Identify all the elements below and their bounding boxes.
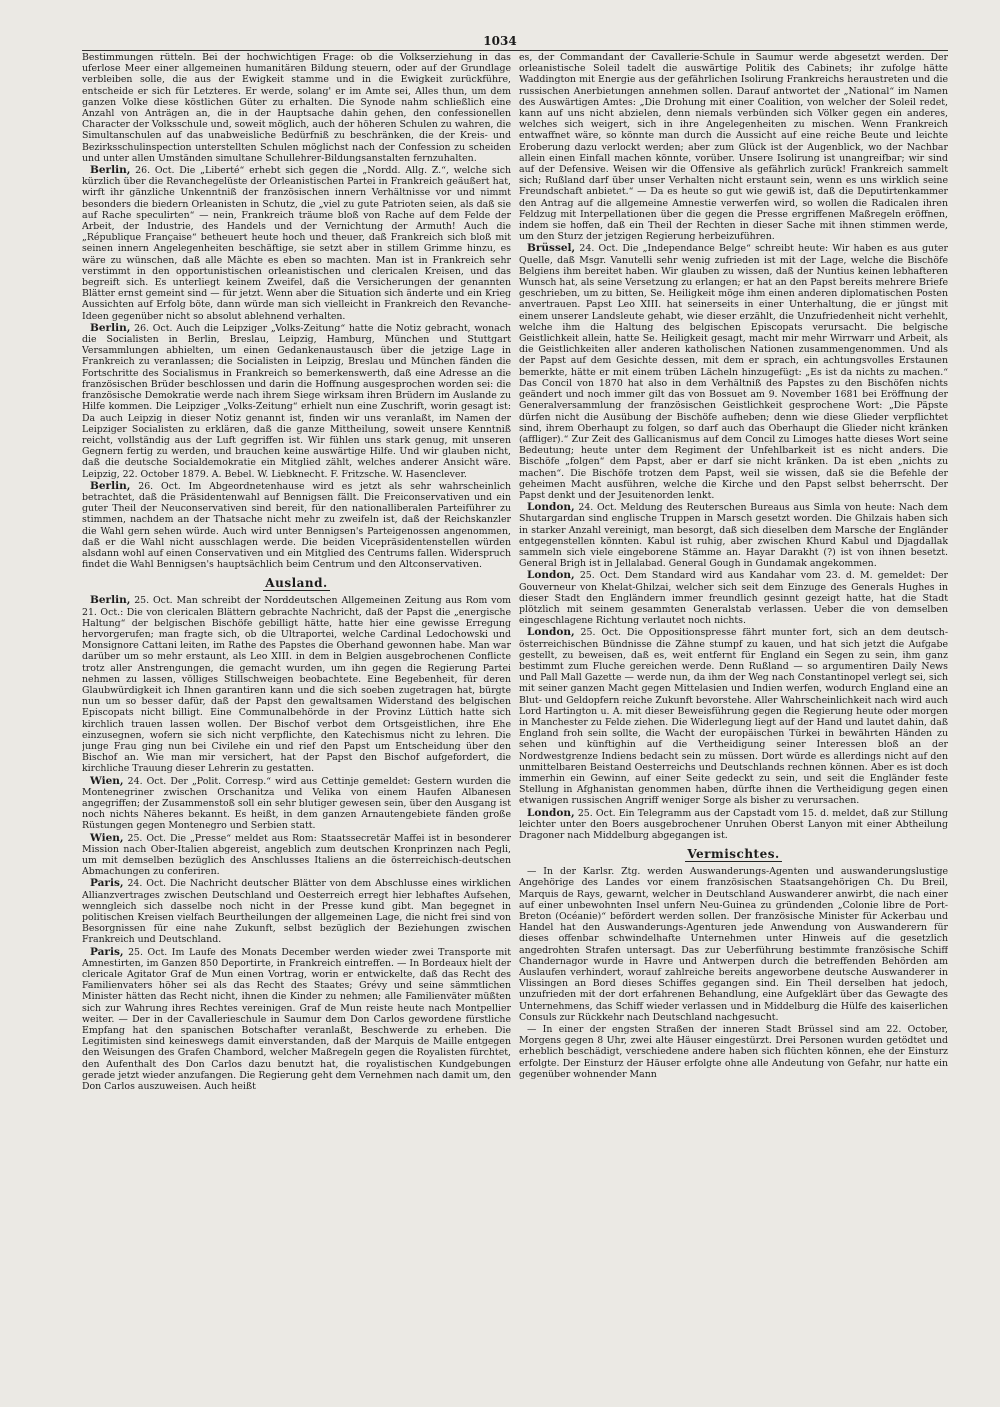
article-text: 26. Oct. Die „Liberté“ erhebt sich gegen die „Nordd. Allg. Z.“, welche sich kürzlich über die Revanchegelüste der Orleanistischen Partei in Frankreich geäußert hat, wirft ihr gänzliche Unkenntniß der französischen innern Verhältnisse vor und nimmt besonders die biedern Orleanisten in Schutz, die „viel zu gute Patrioten seien, als daß sie auf Rache speculirten“ — nein, Frankreich träume bloß von Rache auf dem Felde der Arbeit, der Industrie, des Handels und der Vernichtung der Armuth! Auch die „République Française“ betheuert heute hoch und theuer, daß Frankreich sich bloß mit seinen innern Angelegenheiten beschäftige, sie setzt aber in stillem Grimme hinzu, es wäre zu wünschen, daß alle Mächte es eben so machten. Man ist in Frankreich sehr verstimmt in den opportunistischen orleanistischen und clericalen Kreisen, und das begreift sich. Es unterliegt keinem Zweifel, daß die Versicherungen der genannten Blätter ernst gemeint sind — für jetzt. Wenn aber die Situation sich änderte und ein Krieg Aussichten auf Erfolg böte, dann würde man sich vielleicht in Frankreich den Revanche-Ideen gegenüber nicht so absolut ablehnend verhalten. xyxy=(82,165,511,322)
right-column xyxy=(519,52,948,1367)
section-heading-ausland: Ausland. xyxy=(265,576,328,591)
dateline: Paris, xyxy=(90,945,124,958)
article-paragraph xyxy=(82,776,511,832)
dateline: Berlin, xyxy=(90,479,131,492)
article-paragraph xyxy=(82,595,511,774)
article-text: 24. Oct. Die „Independance Belge“ schreibt heute: Wir haben es aus guter Quelle, daß Msgr. Vanutelli sehr wenig zufrieden ist mit der Lage, welche die Bischöfe Belgiens ihm bereitet haben. Wir glauben zu wissen, daß der Nuntius keinen lebhafteren Wunsch hat, als seine Versetzung zu erlangen; er hat an den Papst bereits mehrere Briefe geschrieben, um zu bitten, Se. Heiligkeit möge ihm einen anderen diplomatischen Posten anvertrauen. Papst Leo XIII. hat seinerseits in einer Unterhaltung, die er jüngst mit einem unserer Landsleute gehabt, wie dieser erzählt, die Unzufriedenheit nicht verhehlt, welche ihm die Haltung des belgischen Episcopats verursacht. Die belgische Geistlichkeit allein, hatte Se. Heiligkeit gesagt, macht mir mehr Wirrwarr und Arbeit, als die Geistlichkeiten aller anderen katholischen Nationen zusammengenommen. Und als der Papst auf dem Gesichte dessen, mit dem er sprach, ein achtungsvolles Erstaunen bemerkte, hätte er mit einem trüben Lächeln hinzugefügt: „Es ist da nichts zu machen.“ Das Concil von 1870 hat also in dem Verhältniß des Papstes zu den Bischöfen nichts geändert und noch immer gilt das von Bossuet am 9. November 1681 bei Eröffnung der Generalversammlung der französischen Geistlichkeit gesprochene Wort: „Die Päpste dürfen nicht die Ausübung der Bischöfe aufheben; denn wie diese Glieder verpflichtet sind, ihrem Oberhaupt zu folgen, so darf auch das Oberhaupt die Glieder nicht kränken (affliger).“ Zur Zeit des Gallicanismus auf dem Concil zu Limoges hatte dieses Wort seine Bedeutung; heute unter dem Regiment der Unfehlbarkeit ist es nicht anders. Die Bischöfe „folgen“ dem Papst, aber er darf sie nicht kränken. Da ist eben „nichts zu machen“. Die Bischöfe trotzen dem Papst, weil sie wissen, daß sie die Befehle der geheimen Macht ausführen, welche die Kirche und den Papst selbst beherrscht. Der Papst denkt und der Jesuitenorden lenkt. xyxy=(519,243,948,501)
article-paragraph xyxy=(82,833,511,878)
article-text: 26. Oct. Auch die Leipziger „Volks-Zeitung“ hatte die Notiz gebracht, wonach die Socialisten in Berlin, Breslau, Leipzig, Hamburg, München und Stuttgart Versammlungen abhielten, um einen Gedankenaustausch über die jetzige Lage in Frankreich zu veranlassen; die Socialisten in Leipzig, Breslau und München fänden die Fortschritte des Socialismus in Frankreich so bemerkenswerth, daß eine Adresse an die französischen Brüder beschlossen und darin die Hoffnung ausgesprochen worden sei: die französische Demokratie werde nach ihrem Siege wirksam ihren Brüdern im Auslande zu Hilfe kommen. Die Leipziger „Volks-Zeitung“ erhielt nun eine Zuschrift, worin gesagt ist: Da auch Leipzig in dieser Notiz genannt ist, finden wir uns veranlaßt, im Namen der Leipziger Socialisten zu erklären, daß die ganze Mittheilung, soweit unsere Kenntniß reicht, vollständig aus der Luft gegriffen ist. Wir fühlen uns stark genug, mit unseren Gegnern fertig zu werden, und brauchen keine auswärtige Hilfe. Und wir glauben nicht, daß die deutsche Socialdemokratie ein Mitglied zählt, welches anderer Ansicht wäre. Leipzig, 22. October 1879. A. Bebel. W. Liebknecht. F. Fritzsche. W. Hasenclever. xyxy=(82,322,511,480)
dateline: London, xyxy=(527,806,575,819)
article-paragraph xyxy=(82,165,511,322)
article-text: 26. Oct. Im Abgeordnetenhause wird es jetzt als sehr wahrscheinlich betrachtet, daß die Präsidentenwahl auf Bennigsen fällt. Die Freiconservativen und ein guter Theil der Neuconservativen sind bereit, für den nationalliberalen Parteiführer zu stimmen, nachdem an der Thatsache nicht mehr zu zweifeln ist, daß der Reichskanzler die Wahl gern sehen würde. Auch wird unter Bennigsen's Parteigenossen angenommen, daß er die Wahl nicht ausschlagen werde. Die beiden Vicepräsidentenstellen würden alsdann wohl auf einen Conservativen und ein Mitglied des Centrums fallen. Widerspruch findet die Wahl Bennigsen's hauptsächlich beim Centrum und den Altconservativen. xyxy=(82,480,511,571)
article-text: 24. Oct. Meldung des Reuterschen Bureaus aus Simla von heute: Nach dem Shutargardan sind englische Truppen in Marsch gesetzt worden. Die Ghilzais haben sich in starker Anzahl vereinigt, man besorgt, daß sich dieselben dem Marsche der Engländer entgegenstellen könnten. Kabul ist ruhig, aber zwischen Khurd Kabul und Djagdallak sammeln sich viele eingeborene Stämme an. Hayar Darakht (?) ist von ihnen besetzt. General Brigh ist in Jellalabad. General Gough in Gundamak angekommen. xyxy=(519,502,948,570)
article-paragraph xyxy=(82,323,511,480)
article-paragraph xyxy=(519,808,948,842)
article-text: 25. Oct. Ein Telegramm aus der Capstadt vom 15. d. meldet, daß zur Stillung leichter unter den Boers ausgebrochener Unruhen Oberst Lanyon mit einer Abtheilung Dragoner nach Middelburg abgegangen ist. xyxy=(519,807,948,842)
article-paragraph xyxy=(82,481,511,571)
dateline: Wien, xyxy=(90,774,124,787)
dateline: Brüssel, xyxy=(527,242,576,255)
article-paragraph xyxy=(519,502,948,569)
page-number: 1034 xyxy=(483,34,517,48)
dateline: London, xyxy=(527,569,575,582)
section-heading-vermischtes: Vermischtes. xyxy=(687,847,780,862)
dateline: Berlin, xyxy=(90,321,131,334)
article-text: 25. Oct. Man schreibt der Norddeutschen Allgemeinen Zeitung aus Rom vom 21. Oct.: Die von clericalen Blättern gebrachte Nachricht, daß der Papst die „energische Haltung“ der belgischen Bischöfe gebilligt hätte, hatte hier eine gewisse Erregung hervorgerufen; man fragte sich, ob die Ultraportei, welche Cardinal Ledochowski und Monsignore Cattani leiten, im Rathe des Papstes die Oberhand gewonnen habe. Man war darüber um so mehr erstaunt, als Leo XIII. in dem in Belgien ausgebrochenen Conflicte trotz aller Anstrengungen, die gemacht wurden, um ihn gegen die Regierung Partei nehmen zu lassen, völliges Stillschweigen beobachtete. Eine Begebenheit, für deren Glaubwürdigkeit ich Ihnen garantiren kann und die sich soeben zugetragen hat, bürgte nun um so besser dafür, daß der Papst den gewaltsamen Widerstand des belgischen Episcopats nicht billigt. Eine Communalbehörde in der Provinz Lüttich hatte sich kirchlich trauen lassen wollen. Der Bischof verbot dem Ortsgeistlichen, ihre Ehe einzusegnen, wofern sie sich nicht verpflichte, den Katechismus nicht zu lehren. Die junge Frau ging nun bei Civilehe ein und rief den Papst um Entscheidung über den Bischof an. Wie man mir versichert, hat der Papst den Bischof aufgefordert, die kirchliche Trauung dieser Lehrerin zu gestatten. xyxy=(82,595,511,775)
article-text: 25. Oct. Die Oppositionspresse fährt munter fort, sich an dem deutsch-österreichischen Bündnisse die Zähne stumpf zu kauen, und hat sich jetzt die Aufgabe gestellt, zu beweisen, daß es, weit entfernt für England ein Segen zu sein, ihm ganz bestimmt zum Fluche gereichen werde. Denn Rußland — so argumentiren Daily News und Pall Mall Gazette — werde nun, da ihm der Weg nach Constantinopel verlegt sei, sich mit seiner ganzen Macht gegen Mittelasien und Indien werfen, wodurch England eine an Blut- und Geldopfern reiche Zukunft bevorstehe. Aller Wahrscheinlichkeit nach wird auch Lord Hartington u. A. mit dieser Beweisführung gegen die Regierung heute oder morgen in Manchester zu Felde ziehen. Die Widerlegung liegt auf der Hand und lautet dahin, daß England froh sein sollte, die Wacht der europäischen Türkei in bewährten Händen zu sehen und künftighin auf die Vertheidigung seiner Interessen bloß an der Nordwestgrenze Indiens bedacht sein zu müssen. Dort würde es allerdings nicht auf den unmittelbaren Beistand Oesterreichs und Deutschlands rechnen können. Aber es ist doch immerhin ein Gewinn, auf einer Seite gedeckt zu sein, und seit die Engländer feste Stellung in Afghanistan genommen haben, dürfte ihnen die Vertheidigung gegen einen etwanigen russischen Angriff weniger Sorge als bisher zu verursachen. xyxy=(519,627,948,807)
dateline: Berlin, xyxy=(90,164,131,177)
dateline: London, xyxy=(527,626,575,639)
article-text: 24. Oct. Die Nachricht deutscher Blätter von dem Abschlusse eines wirklichen Allianzvertrages zwischen Deutschland und Oesterreich erregt hier lebhaftes Aufsehen, wenngleich sich dasselbe noch nicht in der Presse kund gibt. Man begegnet in politischen Kreisen vielfach Beurtheilungen der allgemeinen Lage, die nicht frei sind von Besorgnissen für eine nahe Zukunft, selbst bezüglich der Beziehungen zwischen Frankreich und Deutschland. xyxy=(82,878,511,946)
article-paragraph xyxy=(519,243,948,501)
article-text: 25. Oct. Dem Standard wird aus Kandahar vom 23. d. M. gemeldet: Der Gouverneur von Khelat-Ghilzai, welcher sich seit dem Einzuge des Generals Hughes in dieser Stadt den Engländern immer freundlich gesinnt gezeigt hatte, hat die Stadt plötzlich mit seinem gesammten Generalstab verlassen. Ueber die von demselben eingeschlagene Richtung verlautet noch nichts. xyxy=(519,570,948,627)
article-paragraph: — In einer der engsten Straßen der inneren Stadt Brüssel sind am 22. October, Morgens gegen 8 Uhr, zwei alte Häuser eingestürzt. Drei Personen wurden getödtet und erheblich beschädigt, verschiedene andere haben sich flüchten können, ehe der Einsturz erfolgte. Der Einsturz der Häuser erfolgte ohne alle Andeutung von Gefahr, nur hatte ein gegenüber wohnender Mann xyxy=(519,1024,948,1080)
dateline: Paris, xyxy=(90,877,124,890)
dateline: Berlin, xyxy=(90,594,131,607)
article-text: 24. Oct. Der „Polit. Corresp.“ wird aus Cettinje gemeldet: Gestern wurden die Montenegriner zwischen Orschanitza und Velika von einem Haufen Albanesen angegriffen; der Zusammenstoß soll ein sehr blutiger gewesen sein, über den Ausgang ist noch nichts Näheres bekannt. Es heißt, in dem ganzen Arnautengebiete fänden große Rüstungen gegen Montenegro und Serbien statt. xyxy=(82,775,511,832)
article-paragraph xyxy=(82,947,511,1093)
article-paragraph xyxy=(519,627,948,806)
article-paragraph: Bestimmungen rütteln. Bei der hochwichtigen Frage: ob die Volkserziehung in das uferlose Meer einer allgemeinen humanitären Bildung steuern, oder auf der Grundlage verbleiben solle, die aus der Ewigkeit stamme und in die Ewigkeit zurückführe, entscheide er sich für Letzteres. Er werde, solang' er im Amte sei, Alles thun, um dem ganzen Volke diese köstlichen Güter zu erhalten. Die Synode nahm schließlich eine Anzahl von Anträgen an, die in der Hauptsache dahin gehen, den confessionellen Character der Volksschule und, soweit möglich, auch der höheren Schulen zu wahren, die Simultanschulen auf das unabweisliche Bedürfniß zu beschränken, die der Kreis- und Bezirksschulinspection unterstellten Schulen möglichst nach der Confession zu scheiden und unter allen Umständen simultane Schullehrer-Bildungsanstalten fernzuhalten. xyxy=(82,52,511,164)
article-text: 25. Oct. Im Laufe des Monats December werden wieder zwei Transporte mit Amnestirten, im Ganzen 850 Deportirte, in Frankreich eintreffen. — In Bordeaux hielt der clericale Agitator Graf de Mun einen Vortrag, worin er entwickelte, daß das Recht des Familienvaters höher sei als das Recht des Staates; Grévy und seine sämmtlichen Minister hätten das Recht nicht, ihnen die Kinder zu nehmen; alle Familienväter müßten sich zur Wahrung ihres Rechtes vereinigen. Graf de Mun reiste heute nach Montpellier weiter. — Der in der Cavallerieschule in Saumur dem Don Carlos gewordene fürstliche Empfang hat den spanischen Botschafter veranlaßt, Beschwerde zu erheben. Die Legitimisten sind keineswegs damit einverstanden, daß der Marquis de Maille entgegen den Weisungen des Grafen Chambord, welcher Maßregeln gegen die Royalisten fürchtet, den Aufenthalt des Don Carlos dazu benutzt hat, die royalistischen Kundgebungen gerade jetzt wieder anzufangen. Die Regierung geht dem Vernehmen nach damit um, den Don Carlos auszuweisen. Auch heißt xyxy=(82,946,511,1093)
article-paragraph: es, der Commandant der Cavallerie-Schule in Saumur werde abgesetzt werden. Der orleanistische Soleil tadelt die auswärtige Politik des Cabinets; ihr zufolge hätte Waddington mit Energie aus der gefährlichen Isolirung Frankreichs heraustreten und die russischen Anerbietungen annehmen sollen. Darauf antwortet der „National“ im Namen des Auswärtigen Amtes: „Die Drohung mit einer Coalition, von welcher der Soleil redet, kann auf uns nicht abzielen, denn niemals verbünden sich Völker gegen ein anderes, welches sich weigert, sich in ihre Angelegenheiten zu mischen. Wenn Frankreich entwaffnet wäre, so könnte man durch die Aussicht auf eine reiche Beute und leichte Eroberung dazu verlockt werden; aber zum Glück ist der Augenblick, wo der Nachbar allein einen Einfall machen könnte, vorüber. Unsere Isolirung ist unangreifbar; wir sind auf der Defensive. Weisen wir die Offensive als gefährlich zurück! Frankreich sammelt sich; Rußland darf über unser Verhalten nicht erstaunt sein, wenn es uns wirklich seine Freundschaft anbietet.“ — Da es heute so gut wie gewiß ist, daß die Deputirtenkammer den Antrag auf die allgemeine Amnestie verwerfen wird, so wollen die Radicalen ihren Feldzug mit Interpellationen über die gegen die Presse ergriffenen Maßregeln eröffnen, indem sie hoffen, daß ein Theil der Rechten in dieser Sache mit ihnen stimmen werde, um den Sturz der jetzigen Regierung herbeizuführen. xyxy=(519,52,948,243)
left-column xyxy=(82,52,511,1367)
dateline: London, xyxy=(527,501,575,514)
article-text: 25. Oct. Die „Presse“ meldet aus Rom: Staatssecretär Maffei ist in besonderer Mission nach Ober-Italien abgereist, angeblich zum deutschen Kronprinzen nach Pegli, um mit demselben bezüglich des Anschlusses Italiens an die österreichisch-deutschen Abmachungen zu conferiren. xyxy=(82,832,511,878)
header-rule xyxy=(82,50,948,51)
article-paragraph: — In der Karlsr. Ztg. werden Auswanderungs-Agenten und auswanderungslustige Angehörige des Landes vor einem französischen Staatsangehörigen Ch. Du Breil, Marquis de Rays, gewarnt, welcher in Deutschland Auswanderer anwirbt, die nach einer auf einer unbewohnten Insel unfern Neu-Guinea zu gründenden „Colonie libre de Port-Breton (Océanie)“ befördert werden sollen. Der französische Minister für Ackerbau und Handel hat den Auswanderungs-Agenturen jede Anwendung von Auswanderern für dieses offenbar schwindelhafte Unternehmen unter Hinweis auf die gesetzlich angedrohten Strafen untersagt. Das zur Ueberführung bestimmte französische Schiff Chandernagor wurde in Havre und Antwerpen durch die betreffenden Behörden am Auslaufen verhindert, worauf zahlreiche bereits angeworbene deutsche Auswanderer in Vlissingen an Bord dieses Schiffes gegangen sind. Ein Theil derselben hat jedoch, unzufrieden mit der dort erfahrenen Behandlung, eine Aufgeklärt über das Gewagte des Unternehmens, das Schiff wieder verlassen und in Middelburg die Hülfe des kaiserlichen Consuls zur Rückkehr nach Deutschland nachgesucht. xyxy=(519,866,948,1023)
dateline: Wien, xyxy=(90,831,124,844)
article-paragraph xyxy=(82,878,511,945)
article-paragraph xyxy=(519,570,948,626)
article-columns xyxy=(82,52,948,1367)
